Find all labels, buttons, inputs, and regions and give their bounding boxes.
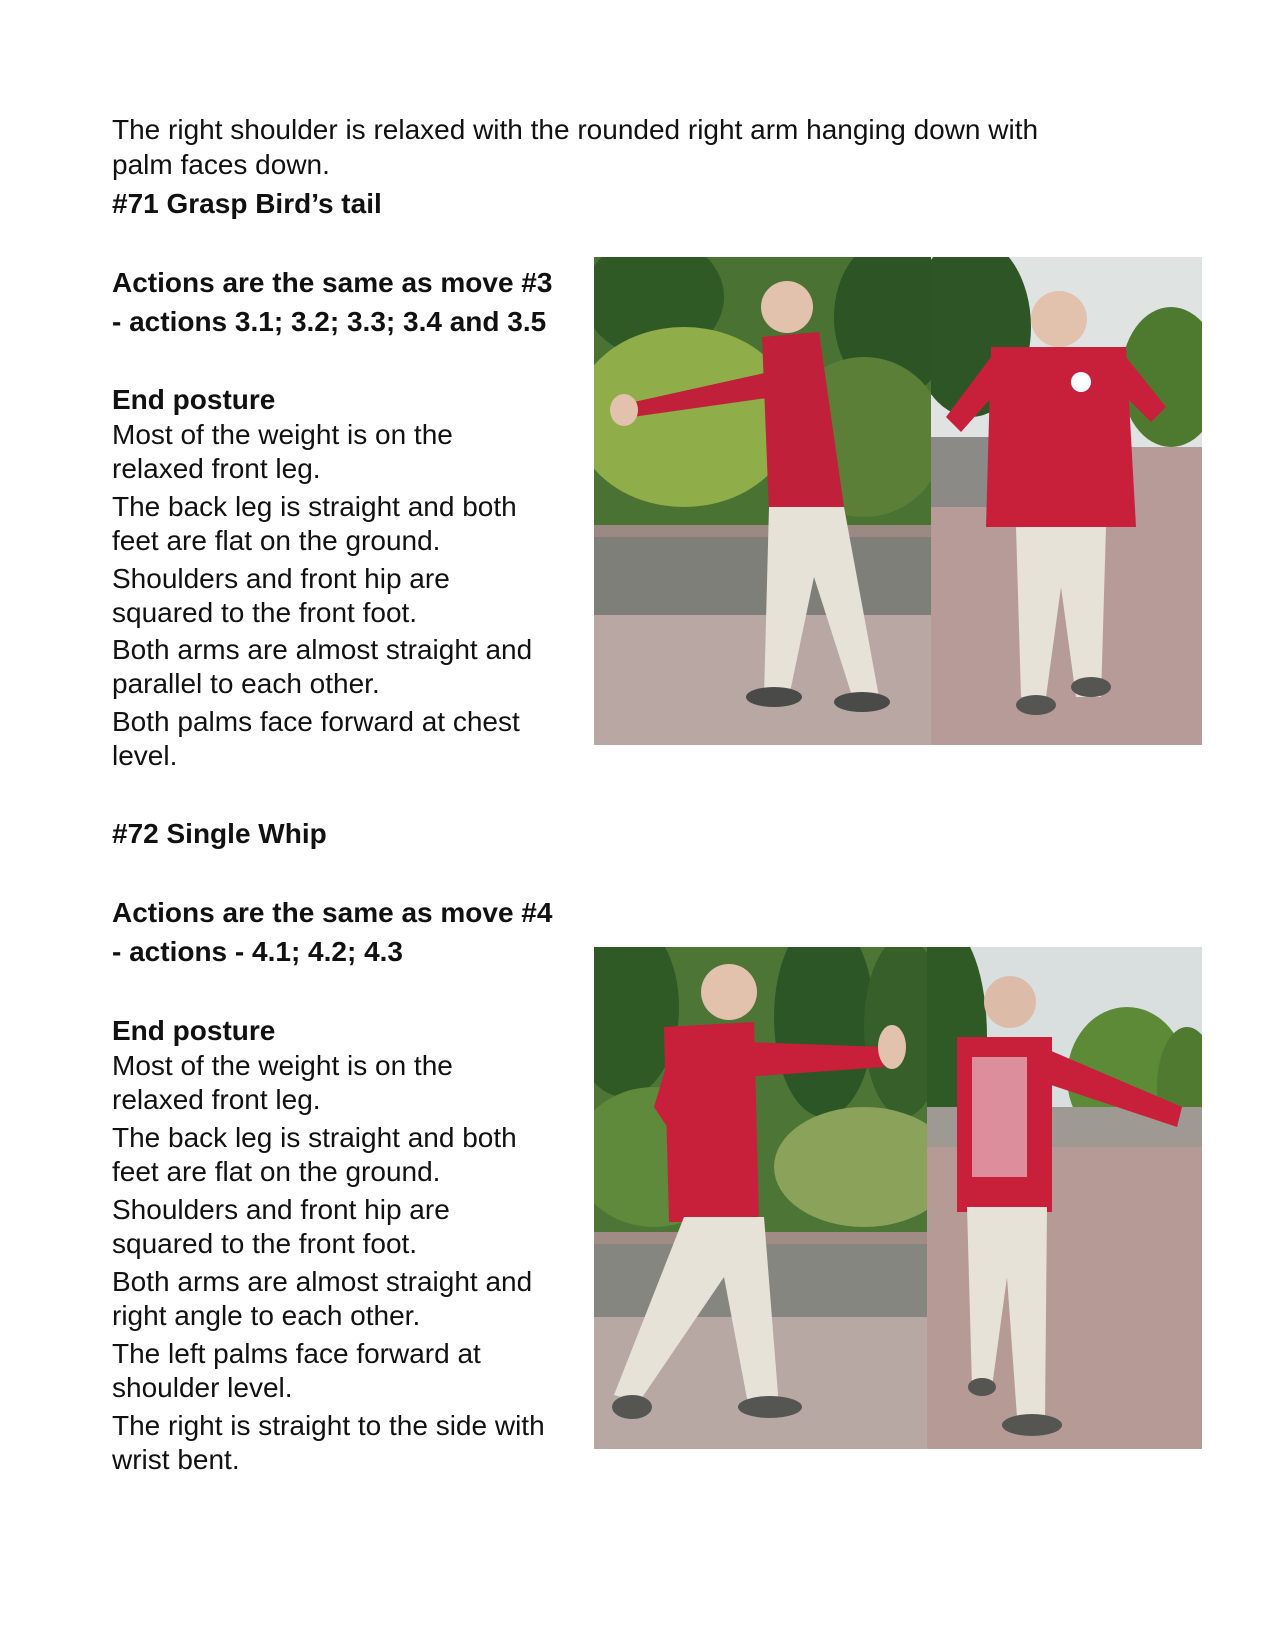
move-72-line: The back leg is straight and both bbox=[112, 1122, 517, 1153]
move-72-line: shoulder level. bbox=[112, 1372, 293, 1403]
move-72-actions-line-2: - actions - 4.1; 4.2; 4.3 bbox=[112, 936, 403, 967]
move-72-line: wrist bent. bbox=[112, 1444, 240, 1475]
move-71-line: relaxed front leg. bbox=[112, 453, 321, 484]
move-71-actions-line-2: - actions 3.1; 3.2; 3.3; 3.4 and 3.5 bbox=[112, 306, 547, 337]
move-71-line: Both arms are almost straight and bbox=[112, 634, 533, 665]
move-71-actions-line-1: Actions are the same as move #3 bbox=[112, 267, 553, 298]
intro-line-2: palm faces down. bbox=[112, 149, 330, 180]
move-71-heading: #71 Grasp Bird’s tail bbox=[112, 188, 382, 219]
move-72-line: Most of the weight is on the bbox=[112, 1050, 453, 1081]
move-72-side-view-photo bbox=[594, 947, 927, 1449]
move-71-side-view-photo bbox=[594, 257, 931, 745]
move-71-end-posture-heading: End posture bbox=[112, 384, 276, 415]
move-72-line: Both arms are almost straight and bbox=[112, 1266, 533, 1297]
move-71-line: Shoulders and front hip are bbox=[112, 563, 450, 594]
move-72-line: The right is straight to the side with bbox=[112, 1410, 545, 1441]
move-71-line: parallel to each other. bbox=[112, 668, 380, 699]
move-72-line: squared to the front foot. bbox=[112, 1228, 418, 1259]
move-72-end-posture-heading: End posture bbox=[112, 1015, 276, 1046]
move-71-line: Most of the weight is on the bbox=[112, 419, 453, 450]
intro-line-1: The right shoulder is relaxed with the rounded right arm hanging down with bbox=[112, 114, 1039, 145]
move-71-line: Both palms face forward at chest bbox=[112, 706, 520, 737]
move-71-line: level. bbox=[112, 740, 178, 771]
move-72-line: feet are flat on the ground. bbox=[112, 1156, 441, 1187]
move-72-line: The left palms face forward at bbox=[112, 1338, 481, 1369]
move-71-line: squared to the front foot. bbox=[112, 597, 418, 628]
move-71-front-view-photo bbox=[931, 257, 1202, 745]
move-72-back-view-photo bbox=[927, 947, 1202, 1449]
move-72-line: Shoulders and front hip are bbox=[112, 1194, 450, 1225]
move-71-line: feet are flat on the ground. bbox=[112, 525, 441, 556]
move-72-line: relaxed front leg. bbox=[112, 1084, 321, 1115]
move-72-actions-line-1: Actions are the same as move #4 bbox=[112, 897, 553, 928]
move-72-line: right angle to each other. bbox=[112, 1300, 421, 1331]
move-71-line: The back leg is straight and both bbox=[112, 491, 517, 522]
move-72-heading: #72 Single Whip bbox=[112, 818, 327, 849]
